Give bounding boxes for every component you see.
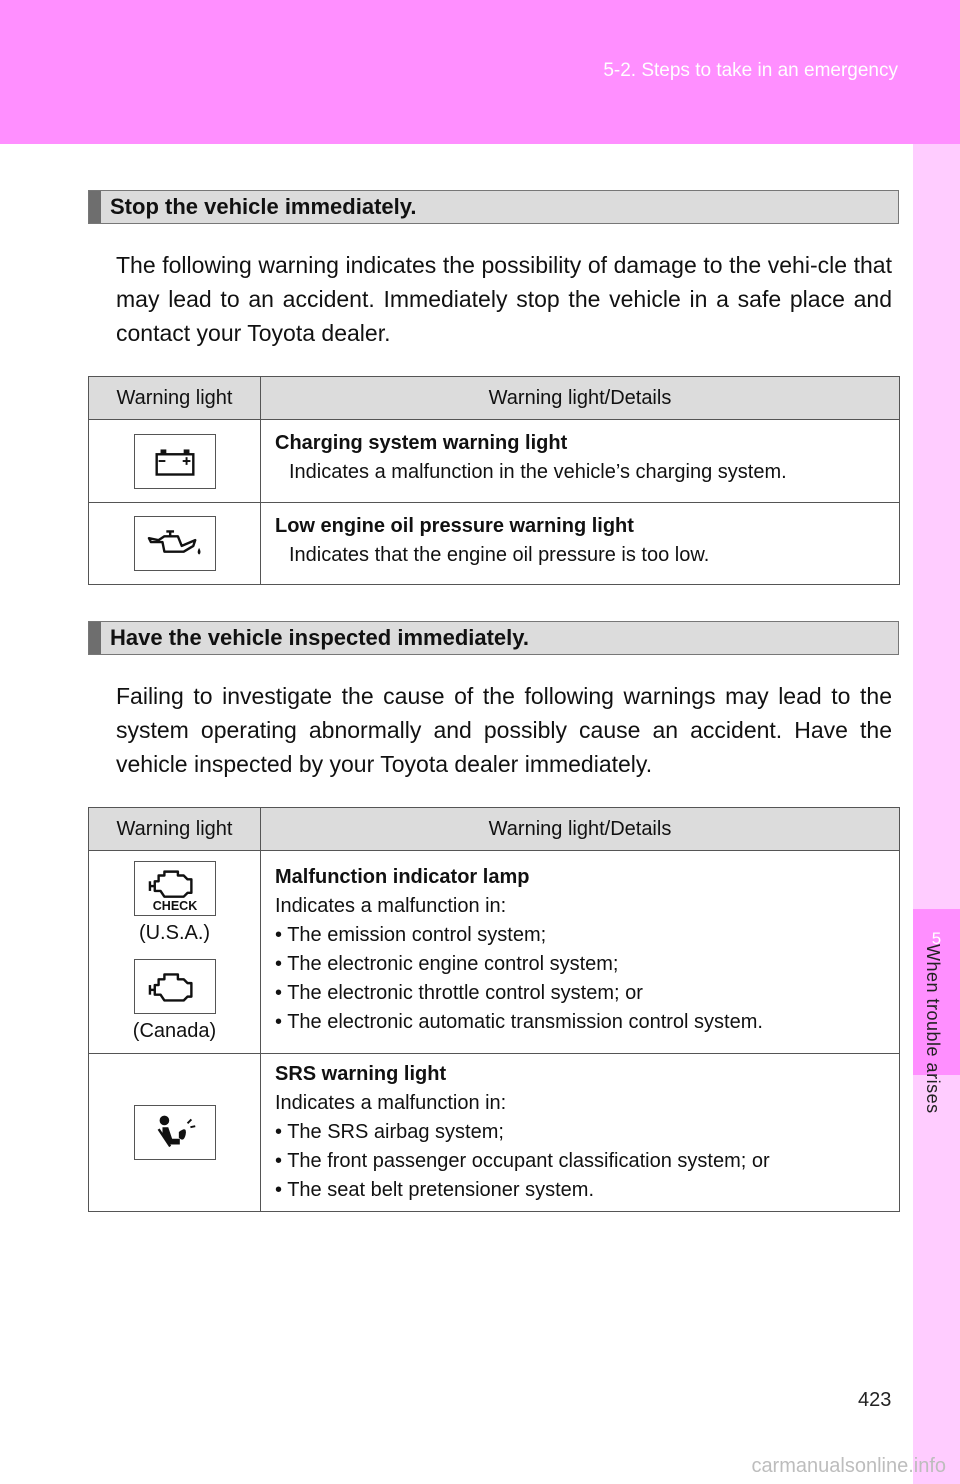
- detail-line: • The electronic throttle control system; or: [275, 982, 643, 1004]
- table-header-row: [89, 808, 900, 851]
- top-band: [0, 0, 960, 144]
- section-reference: 5-2. Steps to take in an emergency: [603, 60, 898, 81]
- icon-caption: (U.S.A.): [138, 922, 211, 944]
- detail-line: • The emission control system;: [275, 924, 547, 946]
- column-header: Warning light: [89, 377, 261, 420]
- icon-cell: [89, 851, 261, 1054]
- column-header: Warning light/Details: [261, 808, 900, 851]
- intro-paragraph-inspect: Failing to investigate the cause of the following warnings may lead to the system operating abnormally and possibly cause an accident. Have the vehicle inspected by your Toyota dealer immediately.: [116, 683, 892, 777]
- details-cell: [261, 420, 900, 503]
- detail-line: • The electronic engine control system;: [275, 953, 619, 975]
- section-heading-text: Stop the vehicle immediately.: [110, 194, 417, 219]
- watermark: carmanualsonline.info: [751, 1455, 946, 1477]
- icon-cell: [89, 1054, 261, 1212]
- detail-line: Indicates a malfunction in:: [275, 895, 507, 917]
- column-header: Warning light: [89, 808, 261, 851]
- icon-cell: [89, 503, 261, 585]
- table-row: [89, 1054, 900, 1212]
- section-heading-inspect: [88, 621, 899, 655]
- section-heading-text: Have the vehicle inspected immediately.: [110, 625, 529, 650]
- table-row: [89, 503, 900, 585]
- detail-line: • The electronic automatic transmission control system.: [275, 1011, 763, 1033]
- warning-title: SRS warning light: [275, 1063, 447, 1085]
- section-heading-stop: [88, 190, 899, 224]
- battery-icon: [134, 434, 216, 489]
- details-cell: [261, 1054, 900, 1212]
- chapter-title: When trouble arises: [923, 944, 943, 1114]
- warning-title: Malfunction indicator lamp: [275, 866, 530, 888]
- table-header-row: [89, 377, 900, 420]
- page-number: 423: [858, 1389, 892, 1411]
- detail-line: Indicates a malfunction in:: [275, 1092, 507, 1114]
- details-cell: [261, 503, 900, 585]
- detail-line: • The SRS airbag system;: [275, 1121, 504, 1143]
- warning-title: Low engine oil pressure warning light: [275, 515, 634, 537]
- icon-cell: [89, 420, 261, 503]
- side-strip: [913, 144, 960, 1484]
- details-cell: [261, 851, 900, 1054]
- airbag-icon: [134, 1105, 216, 1160]
- warning-table-stop: [88, 376, 900, 585]
- column-header: Warning light/Details: [261, 377, 900, 420]
- engine-icon: [134, 959, 216, 1014]
- engine-check-icon: [134, 861, 216, 916]
- warning-detail: Indicates that the engine oil pressure is too low.: [289, 544, 710, 566]
- oil-can-icon: [134, 516, 216, 571]
- table-row: [89, 420, 900, 503]
- detail-line: • The front passenger occupant classification system; or: [275, 1150, 770, 1172]
- intro-paragraph-stop: The following warning indicates the possibility of damage to the vehi-cle that may lead to an accident. Immediately stop the vehicle in a safe place and contact your Toyota dealer.: [116, 252, 892, 346]
- warning-detail: Indicates a malfunction in the vehicle’s charging system.: [289, 461, 787, 483]
- warning-title: Charging system warning light: [275, 432, 568, 454]
- detail-line: • The seat belt pretensioner system.: [275, 1179, 595, 1201]
- warning-table-inspect: [88, 807, 900, 1212]
- icon-caption: (Canada): [132, 1020, 217, 1042]
- check-icon-label: CHECK: [152, 899, 197, 914]
- table-row: [89, 851, 900, 1054]
- chapter-number: 5: [931, 929, 942, 948]
